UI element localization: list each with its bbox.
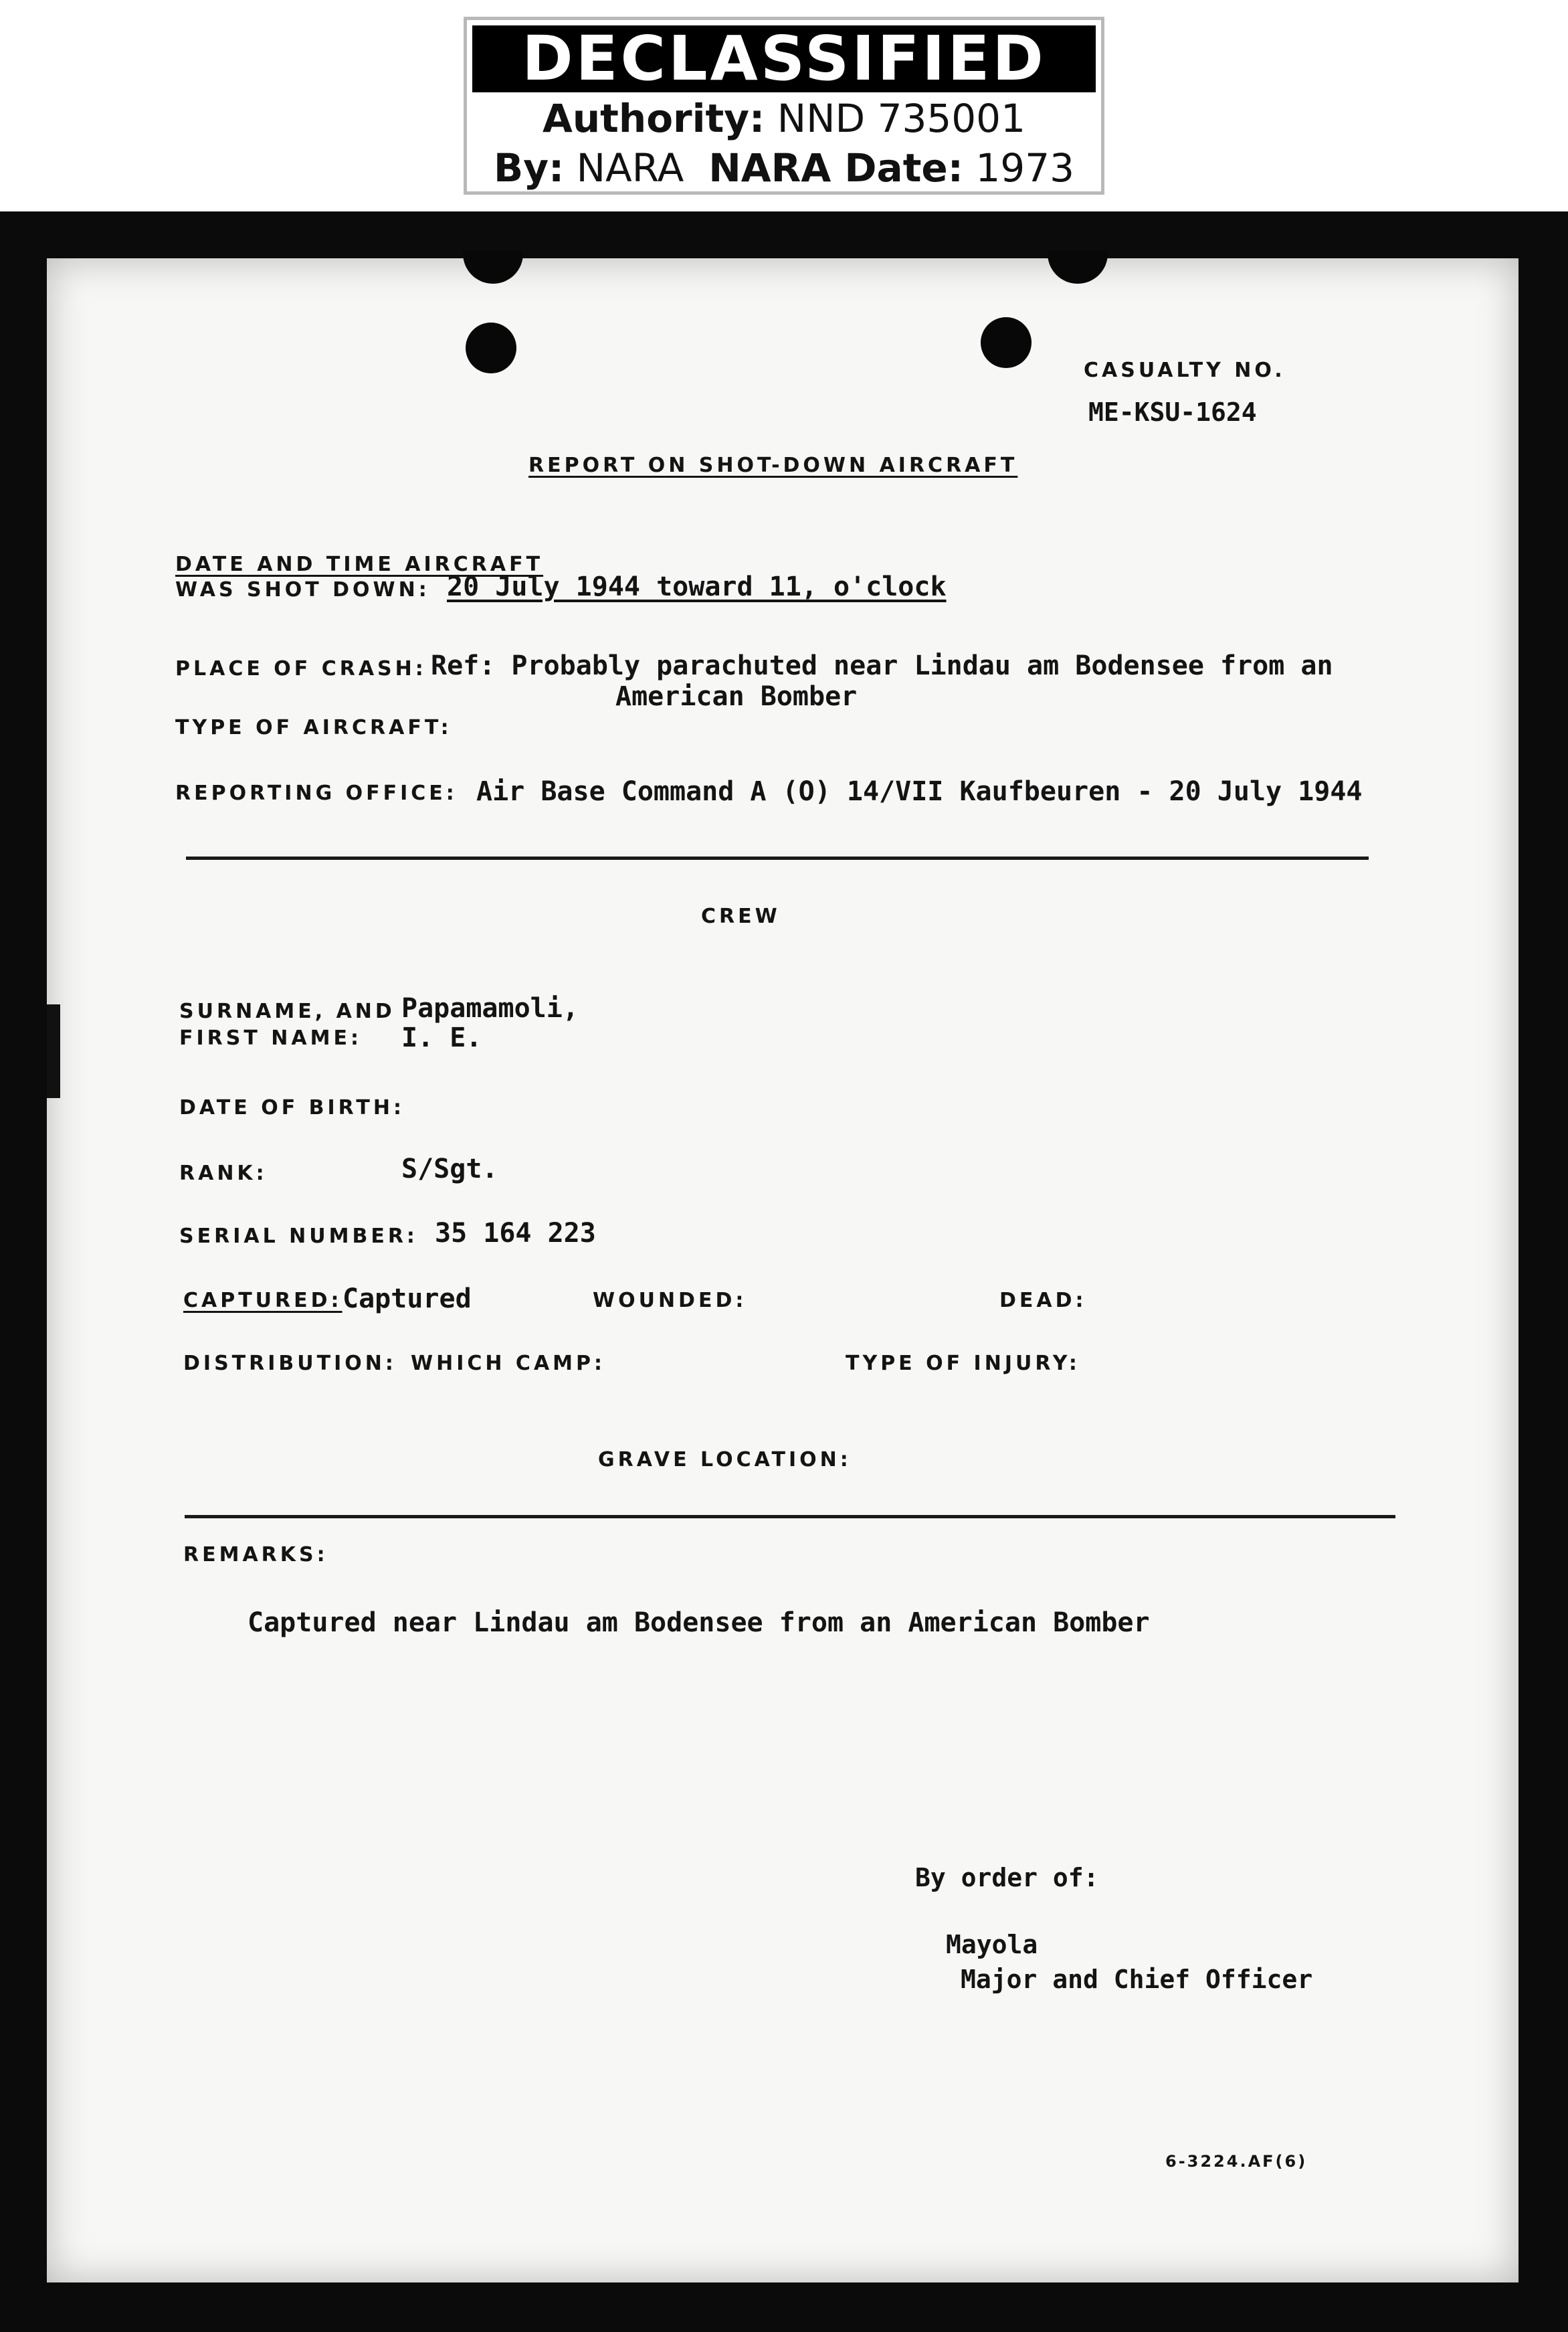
- binding-notch: [1048, 250, 1108, 284]
- type-of-aircraft-label: TYPE OF AIRCRAFT:: [175, 716, 452, 739]
- binding-notch: [463, 250, 523, 284]
- first-name-value: I. E.: [401, 1022, 482, 1053]
- signatory-name: Mayola: [946, 1930, 1038, 1959]
- signatory-title: Major and Chief Officer: [961, 1965, 1313, 1994]
- captured-label: CAPTURED:: [183, 1289, 342, 1312]
- stamp-date-value: 1973: [975, 145, 1074, 191]
- declassified-stamp: [464, 17, 1104, 195]
- rank-label: RANK:: [179, 1162, 268, 1185]
- stamp-authority-line: [467, 95, 1101, 142]
- which-camp-label: WHICH CAMP:: [411, 1352, 606, 1375]
- punch-hole: [466, 323, 516, 373]
- section-divider: [185, 1515, 1395, 1518]
- surname-label-line2: FIRST NAME:: [179, 1026, 362, 1050]
- place-of-crash-value-line2: American Bomber: [615, 681, 858, 712]
- date-time-value: 20 July 1944 toward 11, o'clock: [447, 571, 947, 602]
- distribution-label: DISTRIBUTION:: [183, 1352, 397, 1375]
- stamp-authority-label: Authority:: [543, 96, 765, 141]
- surname-label-line1: SURNAME, AND: [179, 1000, 395, 1023]
- scan-edge-mark: [47, 1004, 60, 1098]
- crew-heading: CREW: [701, 905, 781, 928]
- grave-location-label: GRAVE LOCATION:: [598, 1448, 852, 1471]
- report-title: REPORT ON SHOT-DOWN AIRCRAFT: [528, 454, 1018, 477]
- serial-number-value: 35 164 223: [435, 1218, 596, 1249]
- reporting-office-label: REPORTING OFFICE:: [175, 782, 458, 805]
- stamp-by-label: By:: [494, 145, 565, 191]
- punch-hole: [981, 317, 1032, 368]
- form-number: 6-3224.AF(6): [1165, 2152, 1308, 2171]
- casualty-number-label: CASUALTY NO.: [1084, 359, 1286, 382]
- date-time-label-line1: DATE AND TIME AIRCRAFT: [175, 553, 544, 576]
- serial-number-label: SERIAL NUMBER:: [179, 1225, 418, 1248]
- shot-down-label: WAS SHOT DOWN:: [175, 578, 430, 602]
- remarks-label: REMARKS:: [183, 1543, 328, 1566]
- type-of-injury-label: TYPE OF INJURY:: [846, 1352, 1080, 1375]
- surname-value: Papamamoli,: [401, 993, 579, 1024]
- place-of-crash-value-line1: Ref: Probably parachuted near Lindau am Bodensee from an: [431, 650, 1333, 681]
- reporting-office-value: Air Base Command A (O) 14/VII Kaufbeuren - 20 July 1944: [476, 776, 1363, 807]
- scanned-document: [0, 211, 1568, 2332]
- rank-value: S/Sgt.: [401, 1154, 498, 1184]
- captured-value: Captured: [342, 1283, 472, 1314]
- remarks-text: Captured near Lindau am Bodensee from an American Bomber: [248, 1607, 1150, 1638]
- by-order-of: By order of:: [915, 1863, 1099, 1892]
- dead-label: DEAD:: [999, 1289, 1087, 1312]
- document-page: [47, 258, 1518, 2282]
- stamp-title: DECLASSIFIED: [472, 25, 1096, 92]
- stamp-by-value: NARA: [576, 145, 684, 191]
- date-of-birth-label: DATE OF BIRTH:: [179, 1096, 405, 1119]
- casualty-number-value: ME-KSU-1624: [1088, 397, 1257, 427]
- section-divider: [186, 857, 1369, 860]
- stamp-by-line: [467, 145, 1101, 191]
- stamp-date-label: NARA Date:: [708, 145, 963, 191]
- stamp-authority-value: NND 735001: [777, 96, 1025, 141]
- place-of-crash-label: PLACE OF CRASH:: [175, 657, 427, 681]
- wounded-label: WOUNDED:: [593, 1289, 747, 1312]
